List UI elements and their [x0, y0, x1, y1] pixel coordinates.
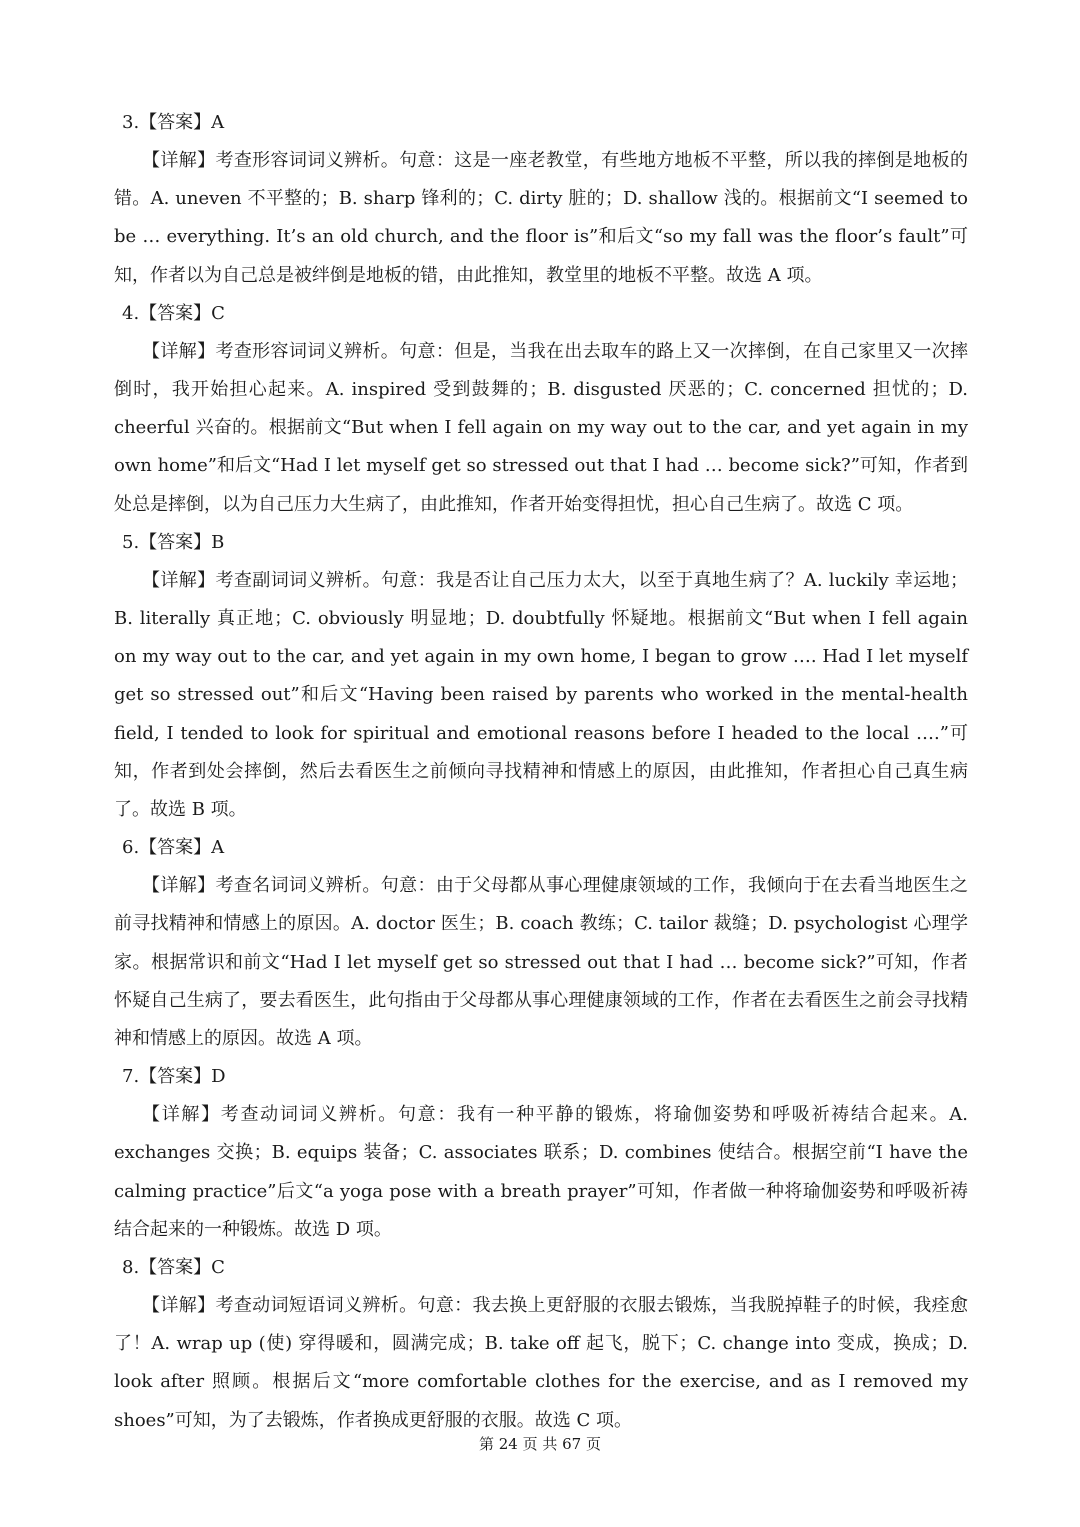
detail-explanation: 【详解】考查动词短语词义辨析。句意：我去换上更舒服的衣服去锻炼，当我脱掉鞋子的时候，我痊愈了！A. wrap up (使) 穿得暖和，圆满完成；B. take off 起飞，脱下；C. change into 变成，换成；D. look after 照顾。根据后文“more comfortable clothes for the exercise, and as I removed my shoes”可知，为了去锻炼，作者换成更舒服的衣服。故选 C 项。: [114, 1295, 968, 1431]
detail-explanation: 【详解】考查形容词词义辨析。句意：这是一座老教堂，有些地方地板不平整，所以我的摔倒是地板的错。A. uneven 不平整的；B. sharp 锋利的；C. dirty 脏的；D. shallow 浅的。根据前文“I seemed to be … everything. It’s an old church, and the floor is”和后文“so my fall was the floor’s fault”可知，作者以为自己总是被绊倒是地板的错，由此推知，教堂里的地板不平整。故选 A 项。: [114, 150, 968, 286]
answer-item-7: [114, 1058, 968, 1249]
answer-label: 5.【答案】B: [122, 531, 225, 553]
answer-item-4: [114, 295, 968, 524]
detail-explanation: 【详解】考查动词词义辨析。句意：我有一种平静的锻炼，将瑜伽姿势和呼吸祈祷结合起来。A. exchanges 交换；B. equips 装备；C. associates 联系；D. combines 使结合。根据空前“I have the calming practice”后文“a yoga pose with a breath prayer”可知，作者做一种将瑜伽姿势和呼吸祈祷结合起来的一种锻炼。故选 D 项。: [114, 1104, 968, 1240]
answer-label: 3.【答案】A: [122, 112, 225, 133]
answer-label: 4.【答案】C: [122, 302, 225, 324]
answer-label: 8.【答案】C: [122, 1257, 225, 1279]
answer-item-8: [114, 1249, 968, 1440]
detail-explanation: 【详解】考查形容词词义辨析。句意：但是，当我在出去取车的路上又一次摔倒，在自己家里又一次摔倒时，我开始担心起来。A. inspired 受到鼓舞的；B. disgusted 厌恶的；C. concerned 担忧的；D. cheerful 兴奋的。根据前文“But when I fell again on my way out to the car, and yet again in my own home”和后文“Had I let myself get so stressed out that I had … become sick?”可知，作者到处总是摔倒，以为自己压力大生病了，由此推知，作者开始变得担忧，担心自己生病了。故选 C 项。: [114, 340, 968, 515]
detail-explanation: 【详解】考查名词词义辨析。句意：由于父母都从事心理健康领域的工作，我倾向于在去看当地医生之前寻找精神和情感上的原因。A. doctor 医生；B. coach 教练；C. tailor 裁缝；D. psychologist 心理学家。根据常识和前文“Had I let myself get so stressed out that I had … become sick?”可知，作者怀疑自己生病了，要去看医生，此句指由于父母都从事心理健康领域的工作，作者在去看医生之前会寻找精神和情感上的原因。故选 A 项。: [114, 875, 968, 1050]
page-number-footer: 第 24 页 共 67 页: [478, 1435, 601, 1453]
answer-item-6: [114, 829, 968, 1058]
answer-item-3: [114, 104, 968, 295]
detail-explanation: 【详解】考查副词词义辨析。句意：我是否让自己压力太大，以至于真地生病了？A. luckily 幸运地；B. literally 真正地；C. obviously 明显地；D. doubtfully 怀疑地。根据前文“But when I fell again on my way out to the car, and yet again in my own home, I began to grow …. Had I let myself get so stressed out”和后文“Having been raised by parents who worked in the mental-health field, I tended to look for spiritual and emotional reasons before I headed to the local ….”可知，作者到处会摔倒，然后去看医生之前倾向寻找精神和情感上的原因，由此推知，作者担心自己真生病了。故选 B 项。: [114, 569, 968, 821]
answer-label: 6.【答案】A: [122, 837, 225, 859]
answer-explanations: [114, 104, 968, 1440]
answer-label: 7.【答案】D: [122, 1066, 226, 1088]
answer-item-5: [114, 524, 968, 829]
